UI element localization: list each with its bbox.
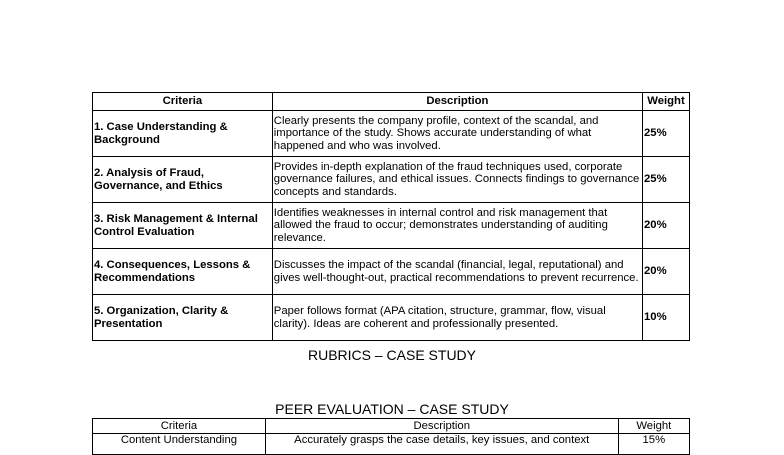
rubric-criteria: 2. Analysis of Fraud, Governance, and Ethics xyxy=(93,157,273,203)
rubric-criteria: 3. Risk Management & Internal Control Evaluation xyxy=(93,203,273,249)
rubric-weight: 25% xyxy=(643,111,690,157)
rubric-weight: 20% xyxy=(643,249,690,295)
peer-header-description: Description xyxy=(265,419,618,434)
rubric-description: Clearly presents the company profile, context of the scandal, and importance of the study. Shows accurate understanding of what happened and who was involved. xyxy=(272,111,642,157)
peer-evaluation-title: PEER EVALUATION – CASE STUDY xyxy=(275,401,509,417)
peer-weight: 15% xyxy=(618,434,689,455)
rubric-header-row xyxy=(93,93,690,111)
rubric-description: Provides in-depth explanation of the fraud techniques used, corporate governance failures, and ethical issues. Connects findings to governance concepts and standards. xyxy=(272,157,642,203)
peer-evaluation-table xyxy=(92,418,690,455)
peer-criteria: Content Understanding xyxy=(93,434,266,455)
rubric-description: Discusses the impact of the scandal (financial, legal, reputational) and gives well-thought-out, practical recommendations to prevent recurrence. xyxy=(272,249,642,295)
peer-header-row xyxy=(93,419,690,434)
rubric-row xyxy=(93,157,690,203)
rubric-weight: 20% xyxy=(643,203,690,249)
rubric-row xyxy=(93,203,690,249)
peer-description: Accurately grasps the case details, key issues, and context xyxy=(265,434,618,455)
rubrics-title: RUBRICS – CASE STUDY xyxy=(307,347,477,363)
rubric-header-weight: Weight xyxy=(643,93,690,111)
rubric-row xyxy=(93,249,690,295)
rubric-criteria: 4. Consequences, Lessons & Recommendations xyxy=(93,249,273,295)
rubric-criteria: 5. Organization, Clarity & Presentation xyxy=(93,295,273,341)
rubric-row xyxy=(93,111,690,157)
rubric-criteria: 1. Case Understanding & Background xyxy=(93,111,273,157)
rubric-description: Identifies weaknesses in internal control and risk management that allowed the fraud to occur; demonstrates understanding of auditing relevance. xyxy=(272,203,642,249)
peer-row xyxy=(93,434,690,455)
rubric-weight: 25% xyxy=(643,157,690,203)
peer-header-criteria: Criteria xyxy=(93,419,266,434)
peer-header-weight: Weight xyxy=(618,419,689,434)
rubric-header-criteria: Criteria xyxy=(93,93,273,111)
rubric-row xyxy=(93,295,690,341)
rubric-header-description: Description xyxy=(272,93,642,111)
rubric-description: Paper follows format (APA citation, structure, grammar, flow, visual clarity). Ideas are coherent and professionally presented. xyxy=(272,295,642,341)
rubric-table xyxy=(92,92,690,341)
rubric-weight: 10% xyxy=(643,295,690,341)
